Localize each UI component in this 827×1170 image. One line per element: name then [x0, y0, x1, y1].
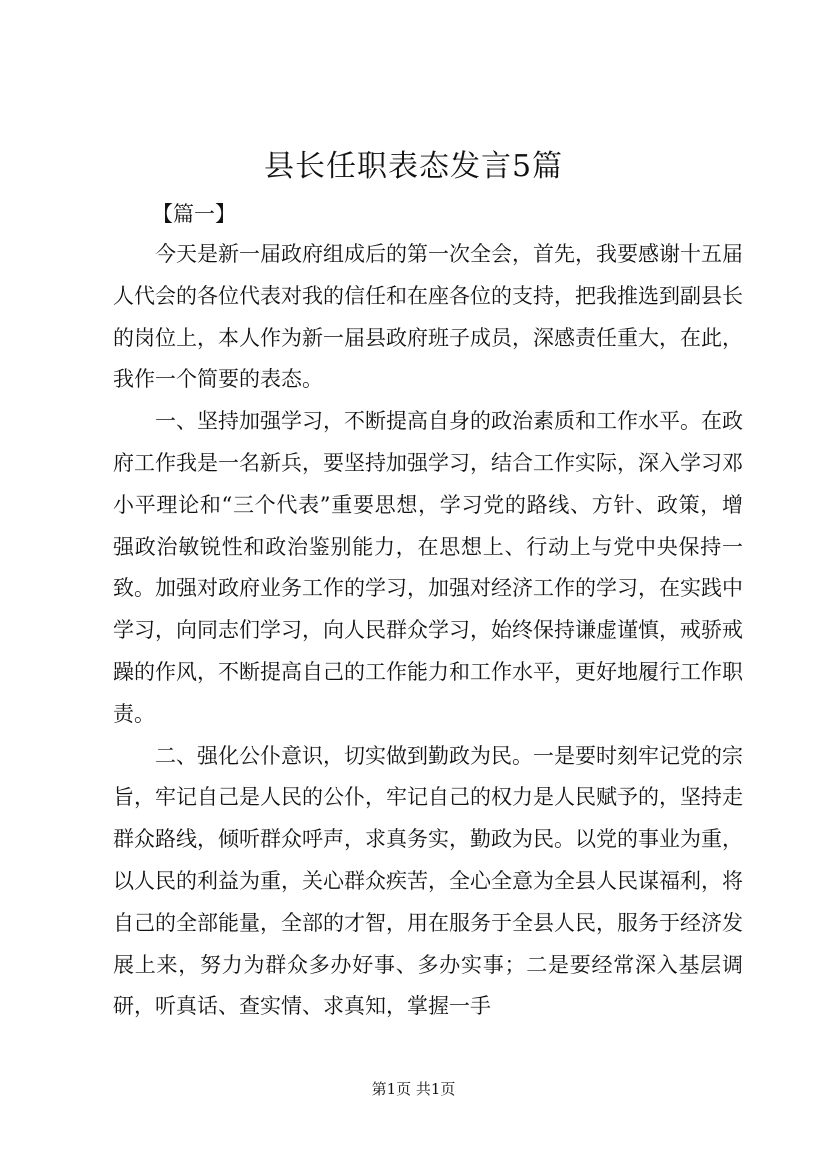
- section-heading: 【篇一】: [152, 202, 236, 226]
- body-paragraph: 二、强化公仆意识，切实做到勤政为民。一是要时刻牢记党的宗旨，牢记自己是人民的公仆，牢记自己的权力是人民赋予的，坚持走群众路线，倾听群众呼声，求真务实，勤政为民。以党的事业为重，以人民的利益为重，关心群众疾苦，全心全意为全县人民谋福利，将自己的全部能量，全部的才智，用在服务于全县人民，服务于经济发展上来，努力为群众多办好事、多办实事；二是要经常深入基层调研，听真话、查实情、求真知，掌握一手: [113, 743, 743, 1019]
- document-body: [113, 234, 743, 1028]
- body-paragraph: 今天是新一届政府组成后的第一次全会，首先，我要感谢十五届人代会的各位代表对我的信任和在座各位的支持，把我推选到副县长的岗位上，本人作为新一届县政府班子成员，深感责任重大，在此，我作一个简要的表态。: [113, 242, 743, 392]
- page-footer: 第1页 共1页: [371, 1080, 456, 1098]
- body-paragraph: 一、坚持加强学习，不断提高自身的政治素质和工作水平。在政府工作我是一名新兵，要坚持加强学习，结合工作实际，深入学习邓小平理论和“三个代表”重要思想，学习党的路线、方针、政策，增强政治敏锐性和政治鉴别能力，在思想上、行动上与党中央保持一致。加强对政府业务工作的学习，加强对经济工作的学习，在实践中学习，向同志们学习，向人民群众学习，始终保持谦虚谨慎，戒骄戒躁的作风，不断提高自己的工作能力和工作水平，更好地履行工作职责。: [113, 409, 743, 726]
- document-title: 县长任职表态发言5篇: [263, 149, 564, 184]
